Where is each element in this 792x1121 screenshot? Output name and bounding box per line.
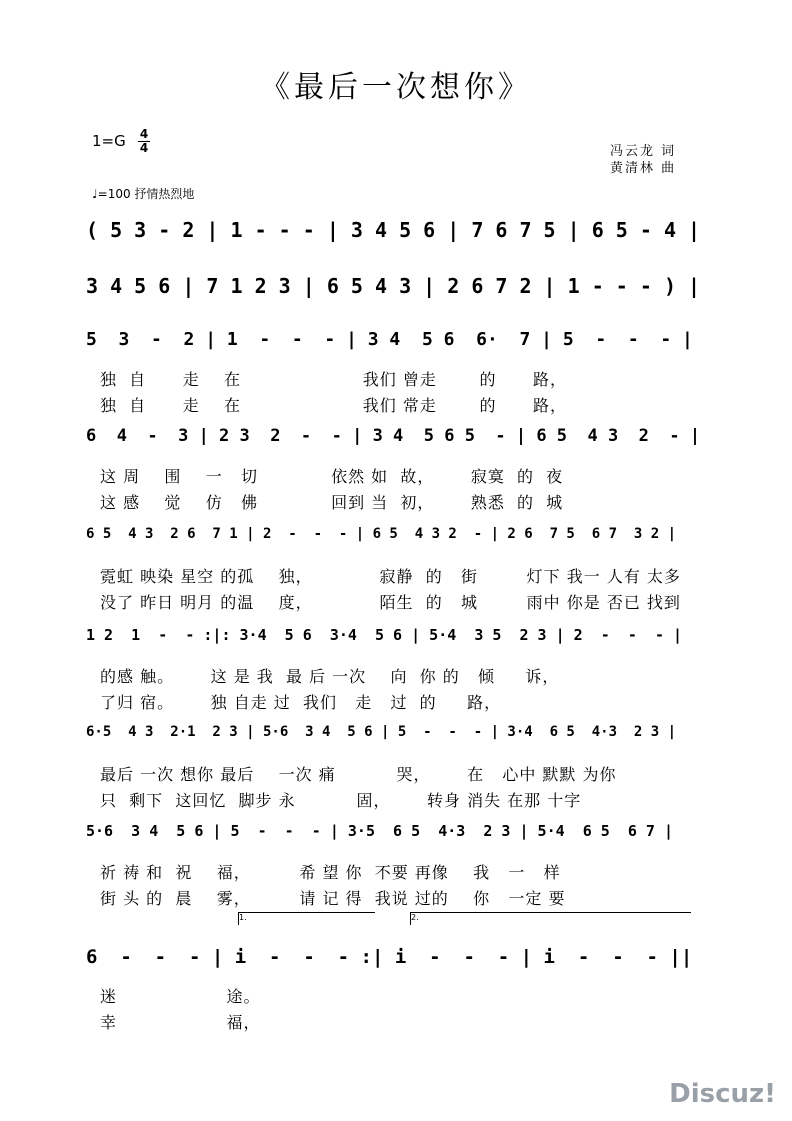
lyric-verse-2: 独 自 走 在 我们 常走 的 路， (100, 396, 567, 415)
lyric-verse-1: 迷 途。 (100, 987, 261, 1006)
volta-first (238, 912, 375, 925)
score-line-2 (80, 268, 716, 308)
lyric-verse-2: 了归 宿。 独 自走 过 我们 走 过 的 路， (100, 693, 502, 712)
lyric-verse-1: 祈 祷 和 祝 福， 希 望 你 不要 再像 我 一 样 (100, 863, 561, 882)
meter-top: 4 (139, 127, 149, 141)
score-line-7 (80, 718, 716, 810)
score-line-1 (80, 212, 716, 252)
notation-line: 3 4 5 6 | 7 1 2 3 | 6 5 4 3 | 2 6 7 2 | 1 - - - ) | (86, 274, 701, 298)
lyric-verse-2: 没了 昨日 明月 的温 度， 陌生 的 城 雨中 你是 否已 找到 (100, 593, 681, 612)
lyric-verse-1: 独 自 走 在 我们 曾走 的 路， (100, 370, 567, 389)
volta-first-label: 1. (239, 913, 247, 922)
notation-line: 6 5 4 3 2 6 7 1 | 2 - - - | 6 5 4 3 2 - | 2 6 7 5 6 7 3 2 | (86, 526, 677, 542)
notation-line: 5 3 - 2 | 1 - - - | 3 4 5 6 6· 7 | 5 - - - | (86, 329, 693, 350)
score-line-5 (80, 520, 716, 612)
tempo-marking: ♩=100 抒情热烈地 (92, 187, 195, 201)
volta-second (410, 912, 691, 925)
notation-line: 1 2 1 - - :|: 3·4 5 6 3·4 5 6 | 5·4 3 5 2 3 | 2 - - - | (86, 626, 683, 644)
lyric-verse-2: 幸 福， (100, 1013, 261, 1032)
score-line-8 (80, 816, 716, 908)
lyric-verse-2: 这 感 觉 仿 佛 回到 当 初， 熟悉 的 城 (100, 493, 564, 512)
lyric-verse-1: 的感 触。 这 是 我 最 后 一次 向 你 的 倾 诉， (100, 667, 560, 686)
notation-line: ( 5 3 - 2 | 1 - - - | 3 4 5 6 | 7 6 7 5 | 6 5 - 4 | (86, 218, 701, 242)
notation-line: 6·5 4 3 2·1 2 3 | 5·6 3 4 5 6 | 5 - - - | 3·4 6 5 4·3 2 3 | (86, 724, 677, 740)
score-line-4 (80, 420, 716, 512)
notation-line: 5·6 3 4 5 6 | 5 - - - | 3·5 6 5 4·3 2 3 | 5·4 6 5 6 7 | (86, 822, 673, 840)
meter-bottom: 4 (139, 141, 149, 155)
composer-credit: 黄清林 曲 (610, 161, 677, 176)
lyric-verse-1: 霓虹 映染 星空 的孤 独， 寂静 的 街 灯下 我一 人有 太多 (100, 567, 681, 586)
score-line-3 (80, 323, 716, 415)
volta-second-label: 2. (411, 913, 419, 922)
lyric-verse-1: 最后 一次 想你 最后 一次 痛 哭， 在 心中 默默 为你 (100, 765, 617, 784)
lyric-verse-2: 只 剩下 这回忆 脚步 永 固， 转身 消失 在那 十字 (100, 791, 582, 810)
lyricist-credit: 冯云龙 词 (610, 144, 677, 159)
notation-line: 6 4 - 3 | 2 3 2 - - | 3 4 5 6 5 - | 6 5 4 3 2 - | (86, 426, 701, 446)
watermark: Discuz! (669, 1079, 776, 1109)
notation-line: 6 - - - | i - - - :| i - - - | i - - - || (86, 946, 693, 968)
lyric-verse-2: 街 头 的 晨 雾， 请 记 得 我说 过的 你 一定 要 (100, 889, 566, 908)
song-title: 《最后一次想你》 (260, 70, 532, 105)
score-line-6 (80, 620, 716, 712)
score-line-9 (80, 940, 716, 1032)
key-signature: 1=G (92, 132, 126, 150)
lyric-verse-1: 这 周 围 一 切 依然 如 故， 寂寞 的 夜 (100, 467, 564, 486)
time-signature (137, 128, 151, 155)
